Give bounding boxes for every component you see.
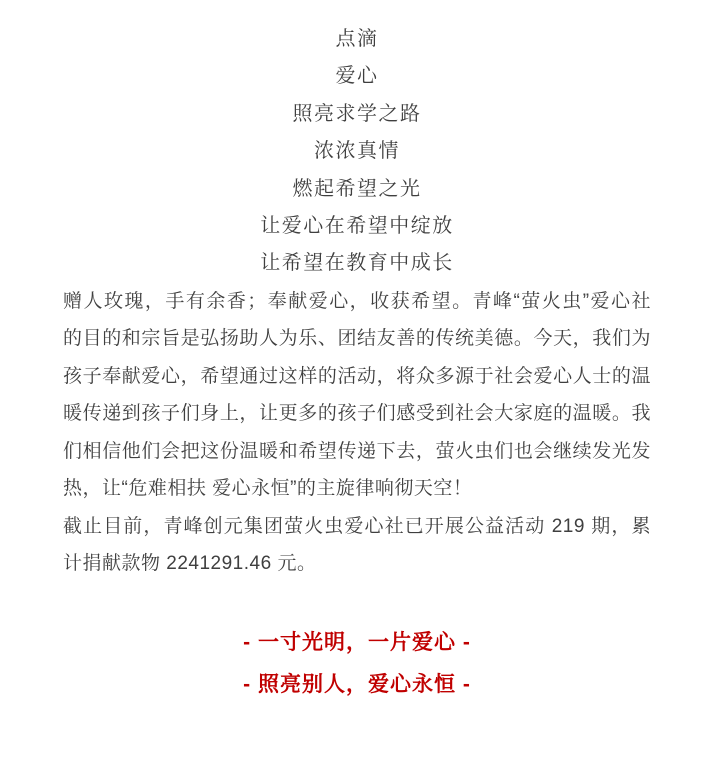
poem-line-4: 浓浓真情	[314, 140, 400, 163]
poem-line-6: 让爱心在希望中绽放	[260, 215, 454, 238]
poem-block	[63, 21, 651, 283]
poem-line-3: 照亮求学之路	[292, 102, 422, 125]
poem-line-2: 爱心	[335, 65, 379, 88]
slogan-block	[63, 622, 651, 706]
body-line: 截止目前，青峰创元集团萤火虫爱心社已开展公益活动 219 期，累	[63, 515, 651, 537]
body-paragraph-intro	[63, 283, 651, 508]
body-line: 的目的和宗旨是弘扬助人为乐、团结友善的传统美德。今天，我们为	[63, 328, 651, 350]
poem-line-7: 让希望在教育中成长	[260, 252, 454, 275]
body-line: 们相信他们会把这份温暖和希望传递下去，萤火虫们也会继续发光发	[63, 440, 651, 462]
body-line: 孩子奉献爱心，希望通过这样的活动，将众多源于社会爱心人士的温	[63, 365, 651, 387]
poem-line-5: 燃起希望之光	[292, 177, 422, 200]
body-line: 热，让“危难相扶 爱心永恒”的主旋律响彻天空！	[63, 478, 473, 500]
slogan-line-1: - 一寸光明，一片爱心 -	[243, 630, 471, 654]
poem-line-1: 点滴	[335, 28, 379, 50]
body-paragraph-stats	[63, 508, 651, 583]
body-line: 暖传递到孩子们身上，让更多的孩子们感受到社会大家庭的温暖。我	[63, 403, 651, 425]
slogan-line-2: - 照亮别人，爱心永恒 -	[243, 672, 471, 696]
body-line: 赠人玫瑰，手有余香；奉献爱心，收获希望。青峰“萤火虫”爱心社	[63, 290, 651, 312]
body-line: 计捐献款物 2241291.46 元。	[63, 553, 317, 575]
